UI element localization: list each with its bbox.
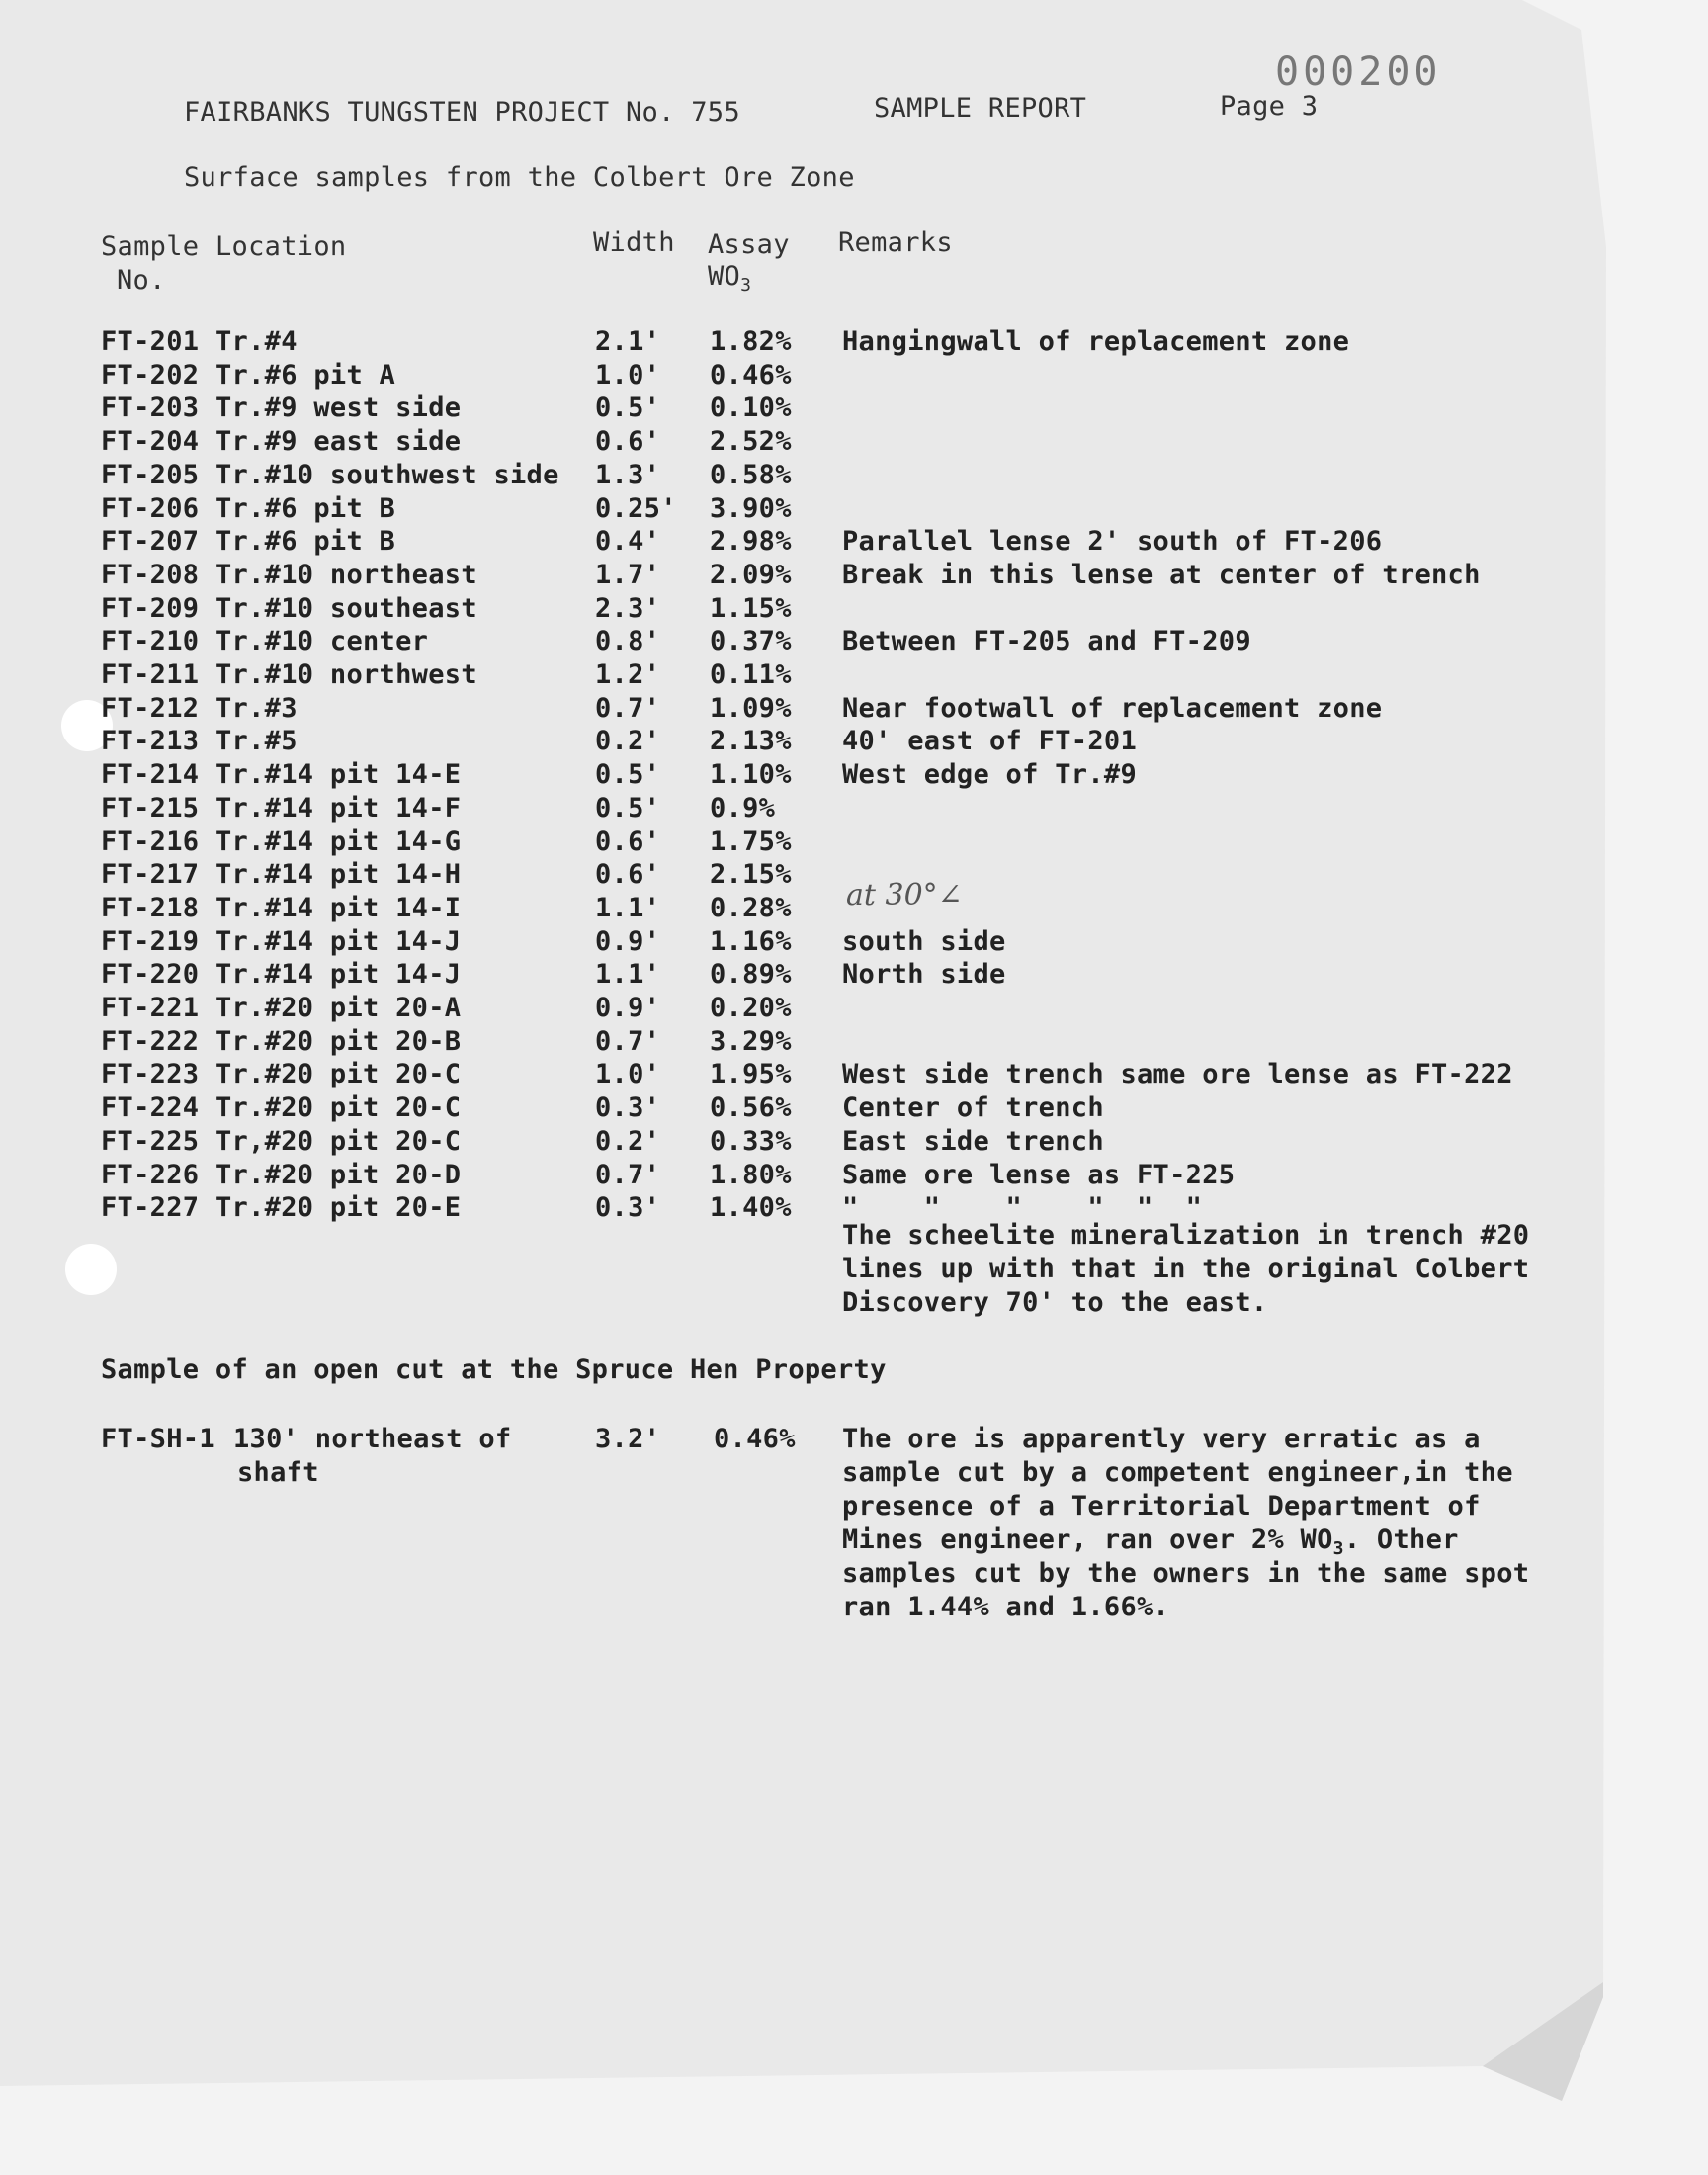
sample-no: FT-210 xyxy=(101,626,200,656)
sample-location: Tr.#10 southwest side xyxy=(215,460,559,490)
sample-remarks: " " " " " " xyxy=(842,1192,1203,1223)
sample-no: FT-205 xyxy=(101,460,200,490)
sample-location: Tr.#9 west side xyxy=(215,392,462,423)
sh-remarks-line3: presence of a Territorial Department of xyxy=(842,1491,1481,1522)
sample-assay: 3.90% xyxy=(710,493,792,524)
sample-remarks: 40' east of FT-201 xyxy=(842,726,1137,756)
handwritten-note: at 30°∠ xyxy=(846,878,963,913)
sample-assay: 3.29% xyxy=(710,1026,792,1057)
sample-location: Tr.#10 center xyxy=(215,626,429,656)
sample-assay: 1.15% xyxy=(710,593,792,624)
sample-no: FT-203 xyxy=(101,392,200,423)
sample-width: 0.5' xyxy=(595,759,661,790)
sample-location: Tr.#10 northwest xyxy=(215,659,477,690)
sample-location: Tr.#20 pit 20-C xyxy=(215,1059,462,1089)
sample-width: 1.7' xyxy=(595,560,661,590)
sample-width: 0.9' xyxy=(595,993,661,1023)
sample-no: FT-224 xyxy=(101,1092,200,1123)
sample-remarks: south side xyxy=(842,926,1006,957)
col-assay-unit: $WO_3$ xyxy=(708,261,752,296)
sample-assay: 1.95% xyxy=(710,1059,792,1089)
sample-assay: 0.28% xyxy=(710,893,792,923)
sample-no: FT-206 xyxy=(101,493,200,524)
sample-width: 0.2' xyxy=(595,1126,661,1157)
sample-width: 0.7' xyxy=(595,693,661,724)
sample-location: Tr.#14 pit 14-J xyxy=(215,959,462,990)
sh-remarks-line1: The ore is apparently very erratic as a xyxy=(842,1424,1481,1454)
sample-remarks: Near footwall of replacement zone xyxy=(842,693,1383,724)
sample-no: FT-212 xyxy=(101,693,200,724)
sample-no: FT-208 xyxy=(101,560,200,590)
sample-width: 0.2' xyxy=(595,726,661,756)
sample-width: 1.3' xyxy=(595,460,661,490)
project-title: FAIRBANKS TUNGSTEN PROJECT No. 755 xyxy=(184,97,740,128)
sample-width: 2.1' xyxy=(595,326,661,357)
sample-width: 0.9' xyxy=(595,926,661,957)
sample-width: 0.6' xyxy=(595,426,661,457)
sample-remarks: North side xyxy=(842,959,1006,990)
sample-no: FT-218 xyxy=(101,893,200,923)
sample-assay: 2.15% xyxy=(710,859,792,890)
sample-remarks: East side trench xyxy=(842,1126,1104,1157)
sh-remarks-line2: sample cut by a competent engineer,in the xyxy=(842,1457,1513,1488)
sample-location: Tr.#6 pit B xyxy=(215,526,396,557)
sample-assay: 2.09% xyxy=(710,560,792,590)
col-location-header: Location xyxy=(215,231,347,262)
sample-location: Tr.#6 pit B xyxy=(215,493,396,524)
sample-remarks: Same ore lense as FT-225 xyxy=(842,1160,1236,1190)
sample-no: FT-222 xyxy=(101,1026,200,1057)
scheelite-note-line2: lines up with that in the original Colbert xyxy=(842,1254,1530,1284)
sample-location: Tr.#14 pit 14-H xyxy=(215,859,462,890)
sample-location: Tr.#20 pit 20-A xyxy=(215,993,462,1023)
sample-assay: 1.80% xyxy=(710,1160,792,1190)
sample-remarks: Parallel lense 2' south of FT-206 xyxy=(842,526,1383,557)
sample-no: FT-223 xyxy=(101,1059,200,1089)
sample-no: FT-204 xyxy=(101,426,200,457)
sh-remarks-line5: samples cut by the owners in the same spot xyxy=(842,1558,1530,1589)
sample-width: 1.0' xyxy=(595,360,661,391)
sample-location: Tr.#4 xyxy=(215,326,298,357)
sh-remarks-line4: Mines engineer, ran over 2% $WO_3$. Other xyxy=(842,1524,1459,1559)
sample-no: FT-211 xyxy=(101,659,200,690)
sample-width: 1.0' xyxy=(595,1059,661,1089)
sample-remarks: Break in this lense at center of trench xyxy=(842,560,1481,590)
sample-no: FT-215 xyxy=(101,793,200,824)
sample-width: 2.3' xyxy=(595,593,661,624)
section2-title: Sample of an open cut at the Spruce Hen Property xyxy=(101,1354,887,1385)
sample-assay: 0.11% xyxy=(710,659,792,690)
sample-no: FT-207 xyxy=(101,526,200,557)
sample-no: FT-209 xyxy=(101,593,200,624)
sample-no: FT-221 xyxy=(101,993,200,1023)
sample-no: FT-226 xyxy=(101,1160,200,1190)
sample-no: FT-227 xyxy=(101,1192,200,1223)
sample-no: FT-217 xyxy=(101,859,200,890)
sample-location: Tr.#20 pit 20-C xyxy=(215,1092,462,1123)
sample-width: 0.5' xyxy=(595,793,661,824)
scheelite-note-line1: The scheelite mineralization in trench #20 xyxy=(842,1220,1530,1251)
sample-assay: 0.37% xyxy=(710,626,792,656)
sample-no: FT-214 xyxy=(101,759,200,790)
sh-assay: 0.46% xyxy=(714,1424,796,1454)
sample-width: 0.8' xyxy=(595,626,661,656)
sample-assay: 2.98% xyxy=(710,526,792,557)
section1-title: Surface samples from the Colbert Ore Zone xyxy=(184,162,855,193)
sample-location: Tr.#14 pit 14-J xyxy=(215,926,462,957)
col-sample-header: Sample xyxy=(101,231,200,262)
sample-width: 0.25' xyxy=(595,493,677,524)
sample-width: 1.1' xyxy=(595,893,661,923)
sample-no: FT-225 xyxy=(101,1126,200,1157)
sample-no: FT-213 xyxy=(101,726,200,756)
sh-sample-no: FT-SH-1 xyxy=(101,1424,215,1454)
sample-assay: 1.40% xyxy=(710,1192,792,1223)
sample-assay: 0.58% xyxy=(710,460,792,490)
col-width-header: Width xyxy=(593,227,675,258)
sample-width: 1.1' xyxy=(595,959,661,990)
scheelite-note-line3: Discovery 70' to the east. xyxy=(842,1287,1268,1318)
sample-width: 0.7' xyxy=(595,1026,661,1057)
sample-remarks: Center of trench xyxy=(842,1092,1104,1123)
page-number: Page 3 xyxy=(1220,91,1319,122)
sample-remarks: Between FT-205 and FT-209 xyxy=(842,626,1251,656)
sample-location: Tr.#14 pit 14-F xyxy=(215,793,462,824)
sample-width: 0.6' xyxy=(595,826,661,857)
sample-assay: 0.33% xyxy=(710,1126,792,1157)
sample-assay: 1.10% xyxy=(710,759,792,790)
sample-width: 0.3' xyxy=(595,1092,661,1123)
sample-no: FT-219 xyxy=(101,926,200,957)
sh-location-line1: 130' northeast of xyxy=(233,1424,512,1454)
sample-remarks: Hangingwall of replacement zone xyxy=(842,326,1350,357)
sample-assay: 2.13% xyxy=(710,726,792,756)
sample-location: Tr.#10 southeast xyxy=(215,593,477,624)
sample-remarks: West side trench same ore lense as FT-222 xyxy=(842,1059,1513,1089)
sample-location: Tr.#20 pit 20-B xyxy=(215,1026,462,1057)
sample-assay: 1.09% xyxy=(710,693,792,724)
sample-width: 0.6' xyxy=(595,859,661,890)
sample-no: FT-202 xyxy=(101,360,200,391)
sample-assay: 2.52% xyxy=(710,426,792,457)
page-stamp-number: 000200 xyxy=(1275,49,1442,95)
report-title: SAMPLE REPORT xyxy=(874,93,1087,124)
sample-location: Tr,#20 pit 20-C xyxy=(215,1126,462,1157)
sample-location: Tr.#3 xyxy=(215,693,298,724)
col-no-header: No. xyxy=(117,265,166,296)
sample-width: 0.7' xyxy=(595,1160,661,1190)
col-assay-header: Assay xyxy=(708,229,790,260)
sample-width: 1.2' xyxy=(595,659,661,690)
sample-width: 0.4' xyxy=(595,526,661,557)
sample-width: 0.5' xyxy=(595,392,661,423)
sample-assay: 1.82% xyxy=(710,326,792,357)
sh-location-line2: shaft xyxy=(237,1457,319,1488)
sample-remarks: West edge of Tr.#9 xyxy=(842,759,1137,790)
sh-width: 3.2' xyxy=(595,1424,661,1454)
col-remarks-header: Remarks xyxy=(838,227,953,258)
sample-no: FT-220 xyxy=(101,959,200,990)
sample-assay: 0.56% xyxy=(710,1092,792,1123)
sample-location: Tr.#14 pit 14-I xyxy=(215,893,462,923)
sample-assay: 0.9% xyxy=(710,793,776,824)
sample-width: 0.3' xyxy=(595,1192,661,1223)
sample-assay: 0.46% xyxy=(710,360,792,391)
sample-location: Tr.#14 pit 14-G xyxy=(215,826,462,857)
sample-no: FT-201 xyxy=(101,326,200,357)
sh-remarks-line6: ran 1.44% and 1.66%. xyxy=(842,1592,1170,1622)
sample-assay: 1.75% xyxy=(710,826,792,857)
sample-location: Tr.#10 northeast xyxy=(215,560,477,590)
sample-assay: 0.10% xyxy=(710,392,792,423)
sample-assay: 0.89% xyxy=(710,959,792,990)
sample-location: Tr.#20 pit 20-D xyxy=(215,1160,462,1190)
sample-location: Tr.#6 pit A xyxy=(215,360,396,391)
sample-location: Tr.#5 xyxy=(215,726,298,756)
sample-assay: 1.16% xyxy=(710,926,792,957)
sample-location: Tr.#14 pit 14-E xyxy=(215,759,462,790)
sample-no: FT-216 xyxy=(101,826,200,857)
sample-assay: 0.20% xyxy=(710,993,792,1023)
sample-location: Tr.#20 pit 20-E xyxy=(215,1192,462,1223)
sample-location: Tr.#9 east side xyxy=(215,426,462,457)
